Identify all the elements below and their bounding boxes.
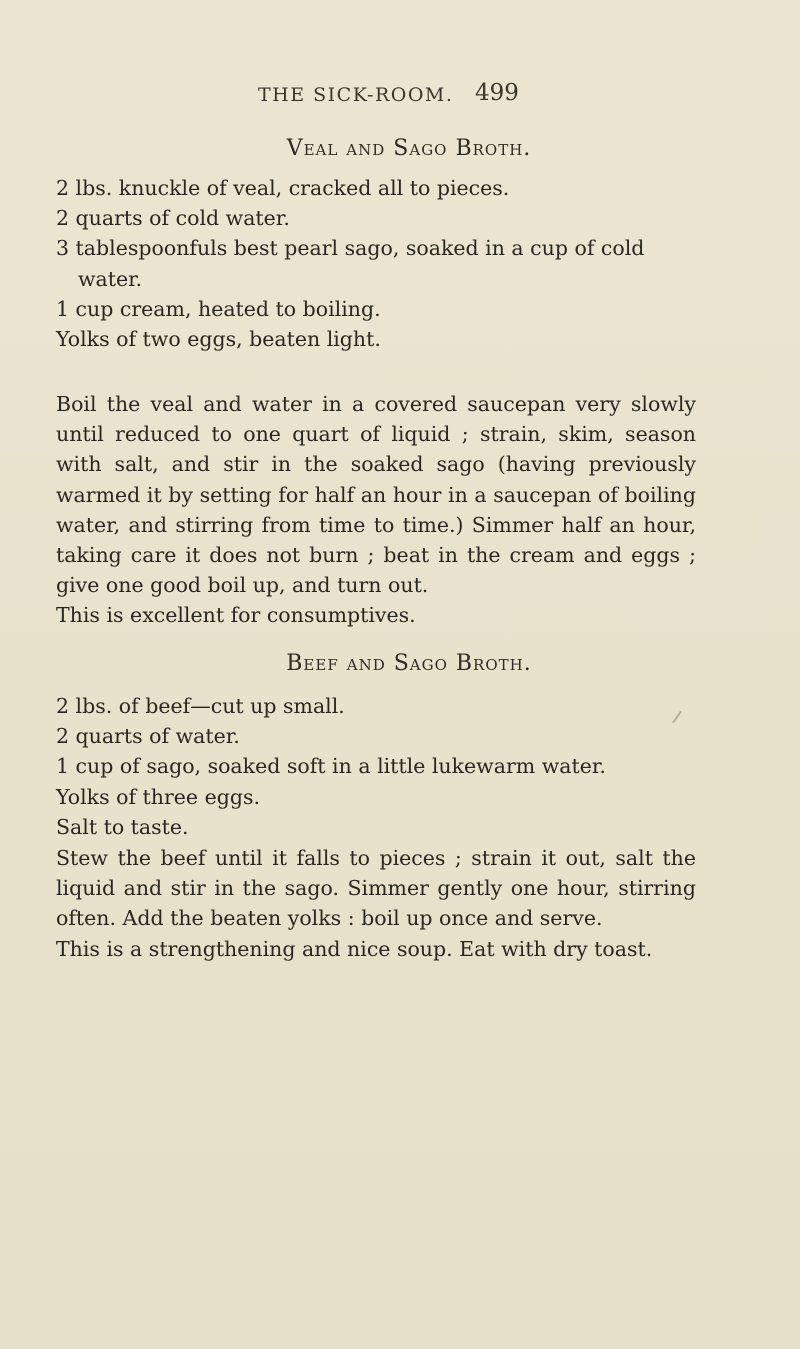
ingredient-list-veal-sago-broth [56, 173, 696, 354]
ingredient-line: 2 quarts of water. [56, 724, 240, 749]
method-paragraph: Boil the veal and water in a covered saucepan very slowly until reduced to one quart of liquid ; strain, skim, season with salt, and stir in the soaked sago (having previously warmed it by setting for half an hour in a saucepan of boiling water, and stirring from time to time.) Simmer half an hour, taking care it does not burn ; beat in the cream and eggs ; give one good boil up, and turn out. [56, 392, 696, 598]
ingredient-line: 1 cup cream, heated to boiling. [56, 296, 381, 321]
ingredient-line-continued: water. [78, 266, 143, 291]
ingredient-line: Yolks of two eggs, beaten light. [56, 327, 381, 352]
running-head [0, 80, 800, 114]
method-veal-sago-broth [56, 389, 696, 631]
ingredient-line: 2 lbs. of beef—cut up small. [56, 694, 345, 718]
ingredient-line: 2 lbs. knuckle of veal, cracked all to pieces. [56, 176, 510, 200]
ingredient-line: Yolks of three eggs. [56, 784, 260, 809]
recipe-title-veal-sago-broth: Veal and Sago Broth. [286, 136, 532, 161]
page-number: 499 [475, 80, 519, 106]
method-beef-sago-broth [56, 843, 696, 964]
ingredient-line: 2 quarts of cold water. [56, 206, 290, 231]
method-note: This is excellent for consumptives. [56, 603, 416, 628]
ingredient-line: Salt to taste. [56, 814, 189, 839]
ingredient-line: 1 cup of sago, soaked soft in a little lukewarm water. [56, 754, 606, 779]
ingredient-line: 3 tablespoonfuls best pearl sago, soaked in a cup of cold [56, 236, 645, 261]
running-title: THE SICK-ROOM. [258, 84, 454, 106]
ingredient-list-beef-sago-broth [56, 691, 696, 842]
recipe-title-beef-sago-broth: Beef and Sago Broth. [286, 651, 532, 676]
method-paragraph: Stew the beef until it falls to pieces ; strain it out, salt the liquid and stir in the sago. Simmer gently one hour, stirring often. Add the beaten yolks : boil up once and serve. [56, 846, 696, 931]
method-note: This is a strengthening and nice soup. Eat with dry toast. [56, 936, 653, 961]
